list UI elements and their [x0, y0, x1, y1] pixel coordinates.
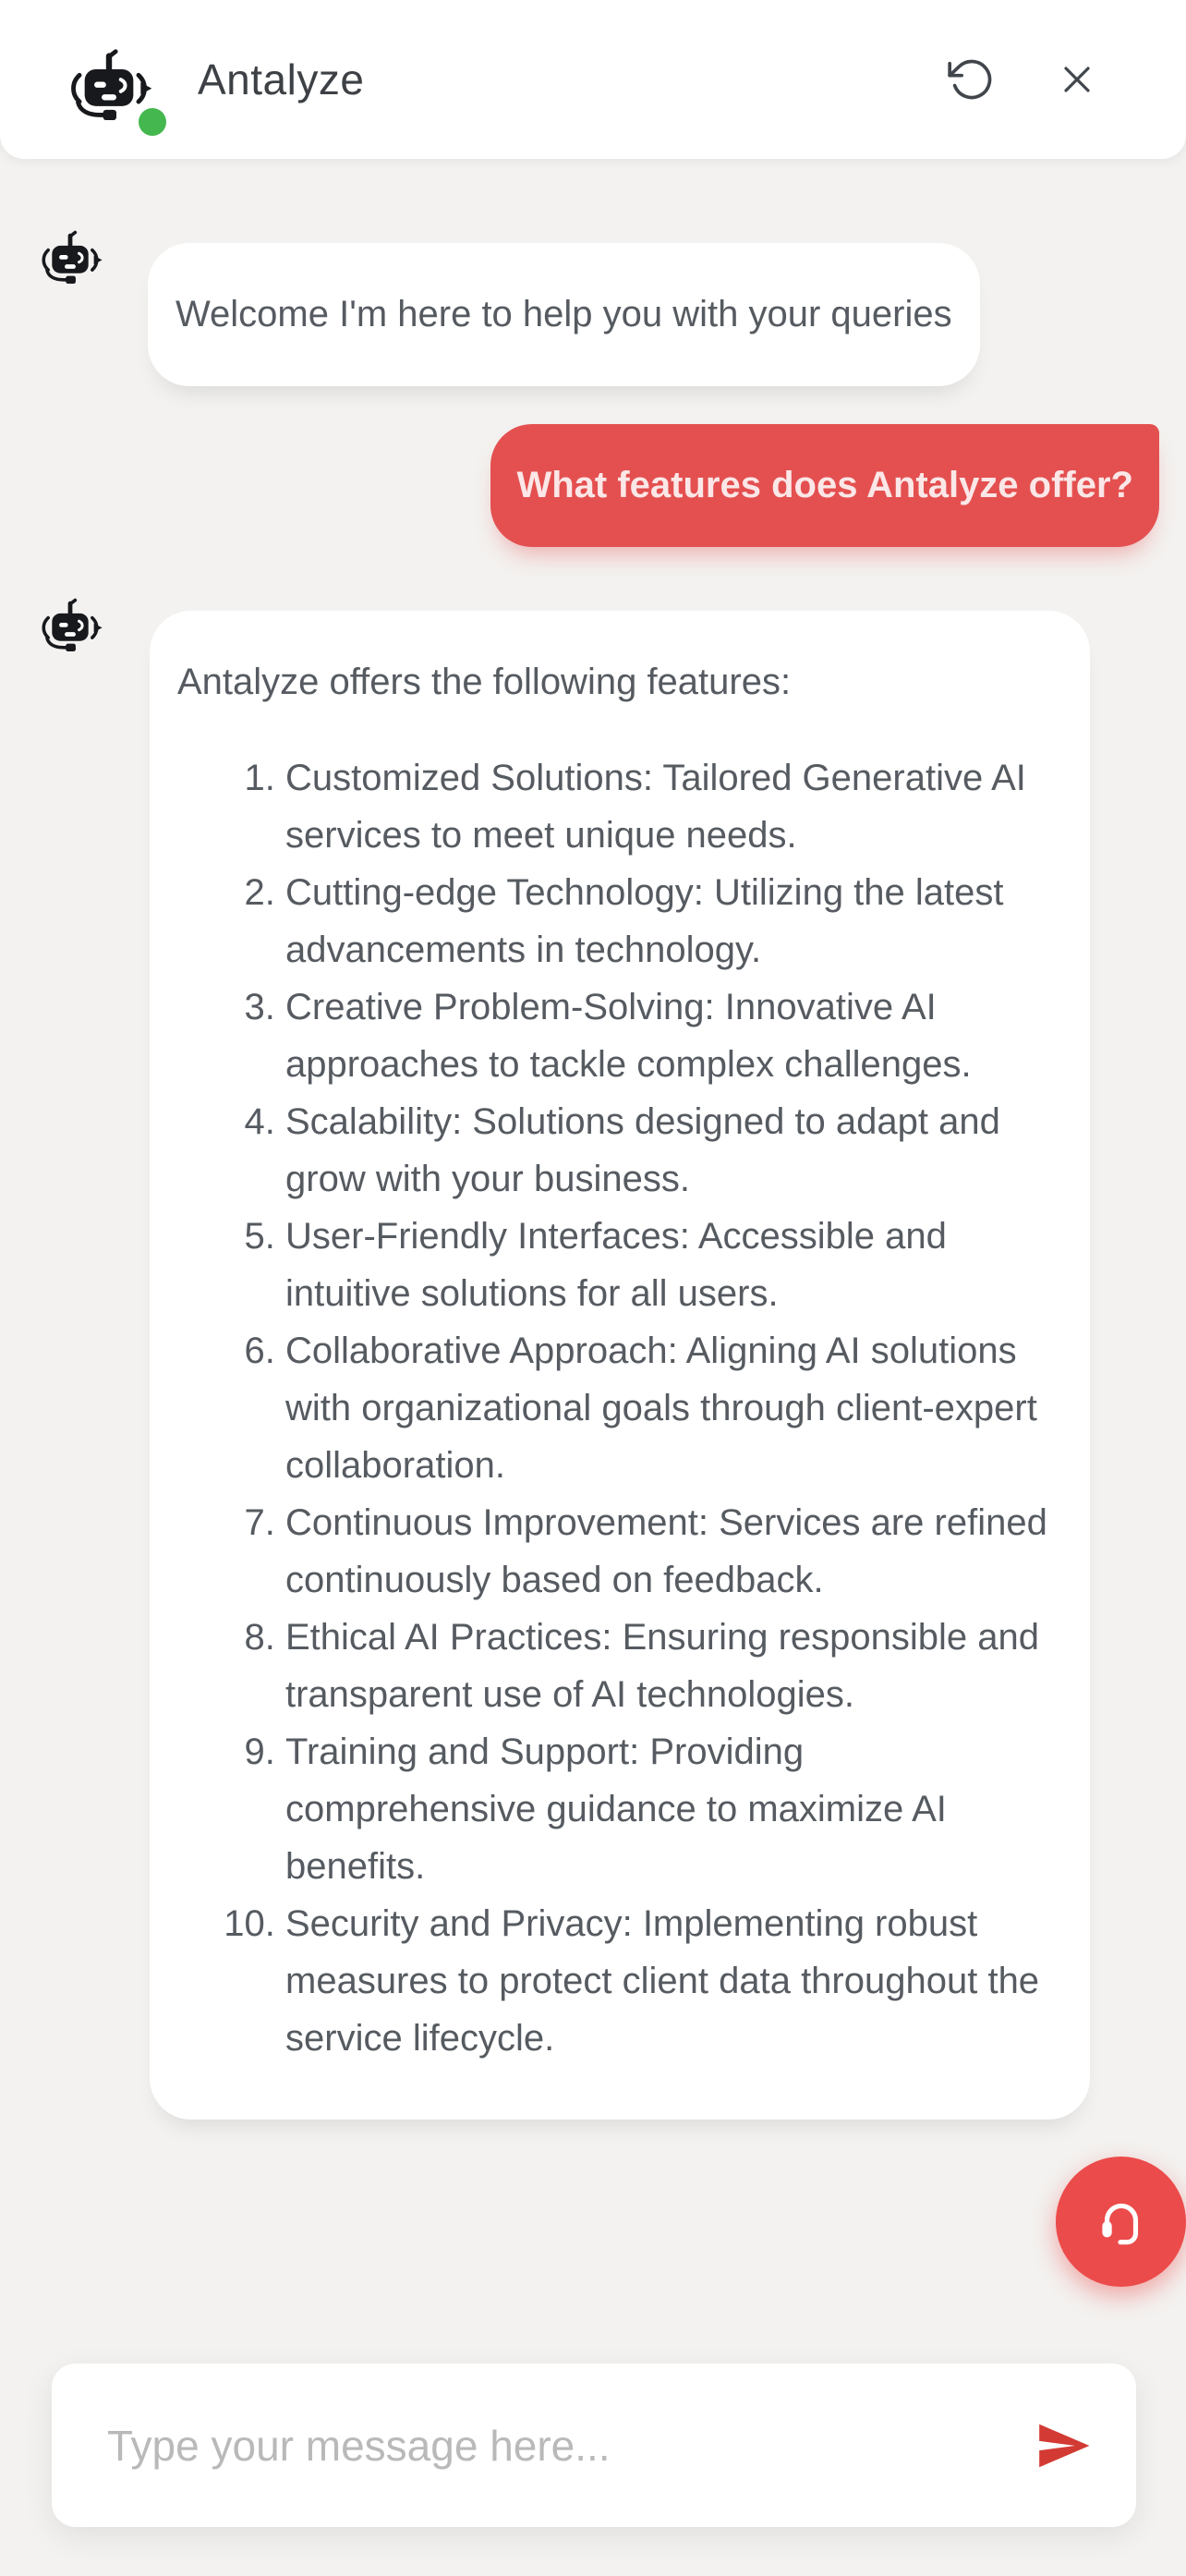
headset-icon — [1091, 2192, 1152, 2253]
message-input[interactable] — [105, 2420, 1016, 2472]
chat-header — [0, 0, 1186, 159]
feature-item: 6. Collaborative Approach: Aligning AI solutions with organizational goals through client-expert collaboration. — [285, 1322, 1062, 1494]
headset-fab-button[interactable] — [1056, 2157, 1186, 2287]
feature-item: 4. Scalability: Solutions designed to adapt and grow with your business. — [285, 1093, 1062, 1208]
app-title: Antalyze — [198, 55, 365, 103]
feature-item: 7. Continuous Improvement: Services are refined continuously based on feedback. — [285, 1494, 1062, 1609]
bot-avatar — [37, 229, 103, 286]
message-composer — [52, 2363, 1136, 2527]
bot-features-row — [37, 611, 1186, 2120]
feature-item: 2. Cutting-edge Technology: Utilizing the latest advancements in technology. — [285, 864, 1062, 978]
send-icon — [1035, 2417, 1092, 2474]
bot-welcome-row — [37, 243, 1186, 386]
bot-message-bubble: Welcome I'm here to help you with your queries — [148, 243, 980, 386]
feature-item: 10. Security and Privacy: Implementing robust measures to protect client data throughout the service lifecycle. — [285, 1895, 1062, 2067]
close-button[interactable] — [1055, 57, 1099, 102]
online-status-dot — [139, 108, 166, 136]
feature-item: 1. Customized Solutions: Tailored Generative AI services to meet unique needs. — [285, 749, 1062, 864]
bot-avatar — [37, 597, 103, 654]
feature-item: 3. Creative Problem-Solving: Innovative AI approaches to tackle complex challenges. — [285, 978, 1062, 1093]
feature-item: 5. User-Friendly Interfaces: Accessible and intuitive solutions for all users. — [285, 1208, 1062, 1322]
bot-message-bubble — [150, 611, 1090, 2120]
robot-icon — [37, 597, 103, 654]
features-intro: Antalyze offers the following features: — [177, 662, 792, 702]
refresh-icon — [948, 55, 996, 103]
user-message-bubble: What features does Antalyze offer? — [490, 424, 1159, 547]
send-button[interactable] — [1035, 2417, 1092, 2474]
feature-item: 9. Training and Support: Providing comprehensive guidance to maximize AI benefits. — [285, 1723, 1062, 1895]
close-icon — [1055, 57, 1099, 102]
bot-logo — [65, 36, 153, 132]
refresh-button[interactable] — [948, 55, 996, 103]
robot-icon — [65, 47, 153, 124]
robot-icon — [37, 229, 103, 286]
features-list — [177, 749, 1062, 2067]
feature-item: 8. Ethical AI Practices: Ensuring responsible and transparent use of AI technologies. — [285, 1609, 1062, 1723]
user-message-row — [0, 424, 1159, 547]
